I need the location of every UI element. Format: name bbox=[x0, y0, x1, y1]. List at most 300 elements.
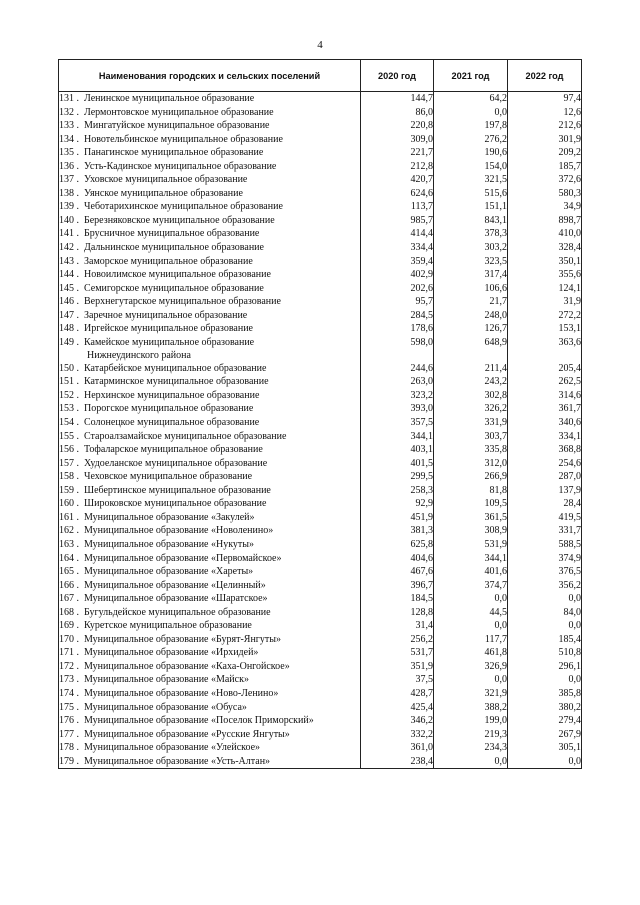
row-index: 178 . bbox=[59, 742, 79, 754]
row-index: 162 . bbox=[59, 525, 79, 537]
settlement-name: Березняковское муниципальное образование bbox=[84, 214, 275, 226]
value-2020-cell: 357,5 bbox=[361, 416, 434, 430]
value-2021-cell: 154,0 bbox=[434, 160, 508, 174]
settlement-name-cell bbox=[59, 362, 361, 376]
value-2021-cell: 211,4 bbox=[434, 362, 508, 376]
value-2021-cell: 151,1 bbox=[434, 200, 508, 214]
value-2022-cell: 254,6 bbox=[508, 457, 582, 471]
settlement-name-cell bbox=[59, 552, 361, 566]
table-row bbox=[59, 701, 582, 715]
settlement-name: Худоеланское муниципальное образование bbox=[84, 457, 268, 469]
settlement-name: Муниципальное образование «Русские Янгуты» bbox=[84, 728, 290, 740]
settlement-name: Дальнинское муниципальное образование bbox=[84, 242, 264, 254]
settlement-name-cell bbox=[59, 146, 361, 160]
row-index: 153 . bbox=[59, 403, 79, 415]
value-2021-cell: 388,2 bbox=[434, 701, 508, 715]
settlement-name-cell bbox=[59, 579, 361, 593]
row-index: 173 . bbox=[59, 674, 79, 686]
value-2022-cell: 209,2 bbox=[508, 146, 582, 160]
settlement-name: Муниципальное образование «Нукуты» bbox=[84, 538, 255, 550]
row-index: 161 . bbox=[59, 511, 79, 523]
value-2021-cell: 461,8 bbox=[434, 646, 508, 660]
value-2020-cell: 598,0 bbox=[361, 336, 434, 362]
value-2022-cell: 84,0 bbox=[508, 606, 582, 620]
settlement-name-cell bbox=[59, 241, 361, 255]
row-index: 141 . bbox=[59, 228, 79, 240]
value-2020-cell: 985,7 bbox=[361, 214, 434, 228]
settlement-name-cell bbox=[59, 322, 361, 336]
table-row bbox=[59, 606, 582, 620]
value-2020-cell: 113,7 bbox=[361, 200, 434, 214]
settlement-name: Муниципальное образование «Улейское» bbox=[84, 742, 261, 754]
value-2022-cell: 301,9 bbox=[508, 133, 582, 147]
table-header-row bbox=[59, 60, 582, 92]
value-2022-cell: 212,6 bbox=[508, 119, 582, 133]
settlement-name: Муниципальное образование «Усть-Алтан» bbox=[84, 755, 271, 767]
table-row bbox=[59, 295, 582, 309]
settlement-name-cell bbox=[59, 741, 361, 755]
value-2020-cell: 212,8 bbox=[361, 160, 434, 174]
value-2022-cell: 374,9 bbox=[508, 552, 582, 566]
table-row bbox=[59, 687, 582, 701]
header-year-2020: 2020 год bbox=[361, 60, 434, 92]
row-index: 142 . bbox=[59, 242, 79, 254]
value-2020-cell: 346,2 bbox=[361, 714, 434, 728]
value-2020-cell: 359,4 bbox=[361, 255, 434, 269]
value-2020-cell: 128,8 bbox=[361, 606, 434, 620]
row-index: 164 . bbox=[59, 552, 79, 564]
settlement-name: Широковское муниципальное образование bbox=[84, 498, 267, 510]
row-index: 177 . bbox=[59, 728, 79, 740]
settlement-name-cell bbox=[59, 173, 361, 187]
settlement-name-cell bbox=[59, 227, 361, 241]
settlement-name: Тофаларское муниципальное образование bbox=[84, 444, 263, 456]
budget-table bbox=[58, 59, 582, 769]
table-row bbox=[59, 214, 582, 228]
value-2020-cell: 184,5 bbox=[361, 592, 434, 606]
row-index: 157 . bbox=[59, 457, 79, 469]
row-index: 149 . bbox=[59, 336, 79, 348]
value-2021-cell: 190,6 bbox=[434, 146, 508, 160]
row-index: 179 . bbox=[59, 755, 79, 767]
table-row bbox=[59, 375, 582, 389]
row-index: 139 . bbox=[59, 201, 79, 213]
table-row bbox=[59, 268, 582, 282]
settlement-name-cell bbox=[59, 443, 361, 457]
value-2021-cell: 344,1 bbox=[434, 552, 508, 566]
value-2022-cell: 328,4 bbox=[508, 241, 582, 255]
table-row bbox=[59, 322, 582, 336]
row-index: 134 . bbox=[59, 133, 79, 145]
table-row bbox=[59, 336, 582, 362]
settlement-name: Муниципальное образование «Первомайское» bbox=[84, 552, 282, 564]
settlement-name-cell bbox=[59, 133, 361, 147]
value-2020-cell: 420,7 bbox=[361, 173, 434, 187]
value-2020-cell: 531,7 bbox=[361, 646, 434, 660]
value-2022-cell: 0,0 bbox=[508, 755, 582, 769]
settlement-name-cell bbox=[59, 336, 361, 362]
table-row bbox=[59, 430, 582, 444]
value-2021-cell: 312,0 bbox=[434, 457, 508, 471]
settlement-name: Муниципальное образование «Новоленино» bbox=[84, 525, 274, 537]
row-index: 131 . bbox=[59, 93, 79, 104]
value-2021-cell: 44,5 bbox=[434, 606, 508, 620]
settlement-name-cell bbox=[59, 375, 361, 389]
settlement-name-cell bbox=[59, 255, 361, 269]
table-row bbox=[59, 755, 582, 769]
value-2022-cell: 368,8 bbox=[508, 443, 582, 457]
settlement-name-cell bbox=[59, 619, 361, 633]
value-2022-cell: 272,2 bbox=[508, 309, 582, 323]
value-2020-cell: 625,8 bbox=[361, 538, 434, 552]
value-2022-cell: 28,4 bbox=[508, 497, 582, 511]
settlement-name-cell bbox=[59, 106, 361, 120]
table-row bbox=[59, 619, 582, 633]
settlement-name-cell bbox=[59, 295, 361, 309]
value-2020-cell: 263,0 bbox=[361, 375, 434, 389]
value-2021-cell: 308,9 bbox=[434, 524, 508, 538]
table-row bbox=[59, 133, 582, 147]
value-2021-cell: 374,7 bbox=[434, 579, 508, 593]
settlement-name: Катарбейское муниципальное образование bbox=[84, 362, 267, 374]
settlement-name: Муниципальное образование «Обуса» bbox=[84, 701, 247, 713]
value-2022-cell: 380,2 bbox=[508, 701, 582, 715]
value-2020-cell: 428,7 bbox=[361, 687, 434, 701]
settlement-name: Порогское муниципальное образование bbox=[84, 403, 254, 415]
table-row bbox=[59, 241, 582, 255]
table-row bbox=[59, 728, 582, 742]
value-2021-cell: 117,7 bbox=[434, 633, 508, 647]
value-2020-cell: 238,4 bbox=[361, 755, 434, 769]
value-2022-cell: 205,4 bbox=[508, 362, 582, 376]
value-2022-cell: 356,2 bbox=[508, 579, 582, 593]
settlement-name-cell bbox=[59, 714, 361, 728]
value-2020-cell: 258,3 bbox=[361, 484, 434, 498]
value-2021-cell: 0,0 bbox=[434, 673, 508, 687]
settlement-name-cell bbox=[59, 592, 361, 606]
table-body bbox=[59, 92, 582, 769]
settlement-name: Уянское муниципальное образование bbox=[84, 187, 243, 199]
row-index: 144 . bbox=[59, 269, 79, 281]
value-2021-cell: 219,3 bbox=[434, 728, 508, 742]
settlement-name: Муниципальное образование «Майск» bbox=[84, 674, 249, 686]
table-row bbox=[59, 457, 582, 471]
value-2021-cell: 303,2 bbox=[434, 241, 508, 255]
table-row bbox=[59, 565, 582, 579]
value-2021-cell: 234,3 bbox=[434, 741, 508, 755]
value-2021-cell: 0,0 bbox=[434, 592, 508, 606]
settlement-name-cell bbox=[59, 457, 361, 471]
table-row bbox=[59, 660, 582, 674]
table-row bbox=[59, 443, 582, 457]
value-2022-cell: 340,6 bbox=[508, 416, 582, 430]
value-2021-cell: 0,0 bbox=[434, 619, 508, 633]
value-2020-cell: 37,5 bbox=[361, 673, 434, 687]
value-2022-cell: 350,1 bbox=[508, 255, 582, 269]
table-row bbox=[59, 538, 582, 552]
value-2021-cell: 378,3 bbox=[434, 227, 508, 241]
row-index: 145 . bbox=[59, 282, 79, 294]
value-2021-cell: 21,7 bbox=[434, 295, 508, 309]
value-2021-cell: 126,7 bbox=[434, 322, 508, 336]
value-2021-cell: 326,9 bbox=[434, 660, 508, 674]
value-2020-cell: 425,4 bbox=[361, 701, 434, 715]
settlement-name: Семигорское муниципальное образование bbox=[84, 282, 264, 294]
row-index: 175 . bbox=[59, 701, 79, 713]
value-2021-cell: 248,0 bbox=[434, 309, 508, 323]
value-2022-cell: 97,4 bbox=[508, 92, 582, 106]
table-row bbox=[59, 484, 582, 498]
settlement-name: Муниципальное образование «Бурят-Янгуты» bbox=[84, 633, 281, 645]
row-index: 133 . bbox=[59, 120, 79, 132]
value-2022-cell: 361,7 bbox=[508, 402, 582, 416]
row-index: 146 . bbox=[59, 296, 79, 308]
table-row bbox=[59, 200, 582, 214]
value-2022-cell: 588,5 bbox=[508, 538, 582, 552]
row-index: 132 . bbox=[59, 106, 79, 118]
value-2020-cell: 414,4 bbox=[361, 227, 434, 241]
row-index: 137 . bbox=[59, 174, 79, 186]
row-index: 135 . bbox=[59, 147, 79, 159]
settlement-name-cell bbox=[59, 633, 361, 647]
row-index: 158 . bbox=[59, 471, 79, 483]
value-2021-cell: 276,2 bbox=[434, 133, 508, 147]
settlement-name: Уховское муниципальное образование bbox=[84, 174, 248, 186]
settlement-name: Муниципальное образование «Хареты» bbox=[84, 566, 254, 578]
row-index: 174 . bbox=[59, 687, 79, 699]
row-index: 143 . bbox=[59, 255, 79, 267]
settlement-name: Ленинское муниципальное образование bbox=[84, 93, 255, 104]
value-2022-cell: 279,4 bbox=[508, 714, 582, 728]
table-row bbox=[59, 187, 582, 201]
value-2021-cell: 302,8 bbox=[434, 389, 508, 403]
value-2020-cell: 202,6 bbox=[361, 282, 434, 296]
row-index: 147 . bbox=[59, 309, 79, 321]
settlement-name-line2: Нижнеудинского района bbox=[87, 349, 191, 361]
value-2022-cell: 287,0 bbox=[508, 470, 582, 484]
value-2022-cell: 355,6 bbox=[508, 268, 582, 282]
settlement-name: Муниципальное образование «Поселок Приморский» bbox=[84, 715, 314, 727]
value-2022-cell: 419,5 bbox=[508, 511, 582, 525]
row-index: 140 . bbox=[59, 214, 79, 226]
row-index: 154 . bbox=[59, 417, 79, 429]
settlement-name: Верхнегутарское муниципальное образование bbox=[84, 296, 281, 308]
settlement-name-cell bbox=[59, 416, 361, 430]
table-row bbox=[59, 552, 582, 566]
value-2021-cell: 64,2 bbox=[434, 92, 508, 106]
value-2020-cell: 381,3 bbox=[361, 524, 434, 538]
value-2021-cell: 81,8 bbox=[434, 484, 508, 498]
settlement-name: Брусничное муниципальное образование bbox=[84, 228, 260, 240]
value-2020-cell: 404,6 bbox=[361, 552, 434, 566]
settlement-name: Лермонтовское муниципальное образование bbox=[84, 106, 274, 118]
row-index: 138 . bbox=[59, 187, 79, 199]
value-2020-cell: 86,0 bbox=[361, 106, 434, 120]
settlement-name-cell bbox=[59, 119, 361, 133]
table-row bbox=[59, 741, 582, 755]
settlement-name: Новотельбинское муниципальное образование bbox=[84, 133, 283, 145]
value-2020-cell: 393,0 bbox=[361, 402, 434, 416]
row-index: 159 . bbox=[59, 484, 79, 496]
table-row bbox=[59, 714, 582, 728]
table-row bbox=[59, 160, 582, 174]
value-2021-cell: 323,5 bbox=[434, 255, 508, 269]
table-row bbox=[59, 633, 582, 647]
settlement-name: Муниципальное образование «Ирхидей» bbox=[84, 647, 259, 659]
value-2021-cell: 648,9 bbox=[434, 336, 508, 362]
settlement-name-cell bbox=[59, 309, 361, 323]
value-2020-cell: 332,2 bbox=[361, 728, 434, 742]
settlement-name-cell bbox=[59, 282, 361, 296]
table-row bbox=[59, 402, 582, 416]
value-2022-cell: 580,3 bbox=[508, 187, 582, 201]
row-index: 167 . bbox=[59, 593, 79, 605]
value-2020-cell: 323,2 bbox=[361, 389, 434, 403]
settlement-name-cell bbox=[59, 660, 361, 674]
settlement-name: Муниципальное образование «Ново-Ленино» bbox=[84, 687, 279, 699]
value-2020-cell: 402,9 bbox=[361, 268, 434, 282]
value-2022-cell: 334,1 bbox=[508, 430, 582, 444]
table-row bbox=[59, 119, 582, 133]
settlement-name: Муниципальное образование «Целинный» bbox=[84, 579, 266, 591]
row-index: 152 . bbox=[59, 389, 79, 401]
row-index: 150 . bbox=[59, 362, 79, 374]
value-2022-cell: 510,8 bbox=[508, 646, 582, 660]
row-index: 171 . bbox=[59, 647, 79, 659]
settlement-name: Катарминское муниципальное образование bbox=[84, 376, 269, 388]
value-2022-cell: 31,9 bbox=[508, 295, 582, 309]
value-2022-cell: 296,1 bbox=[508, 660, 582, 674]
value-2020-cell: 467,6 bbox=[361, 565, 434, 579]
row-index: 151 . bbox=[59, 376, 79, 388]
value-2022-cell: 410,0 bbox=[508, 227, 582, 241]
settlement-name-cell bbox=[59, 511, 361, 525]
settlement-name: Заречное муниципальное образование bbox=[84, 309, 248, 321]
value-2022-cell: 314,6 bbox=[508, 389, 582, 403]
value-2022-cell: 153,1 bbox=[508, 322, 582, 336]
value-2022-cell: 0,0 bbox=[508, 619, 582, 633]
settlement-name-cell bbox=[59, 497, 361, 511]
row-index: 170 . bbox=[59, 633, 79, 645]
settlement-name-cell bbox=[59, 606, 361, 620]
settlement-name: Мингатуйское муниципальное образование bbox=[84, 120, 270, 132]
settlement-name-cell bbox=[59, 524, 361, 538]
value-2021-cell: 106,6 bbox=[434, 282, 508, 296]
value-2020-cell: 92,9 bbox=[361, 497, 434, 511]
settlement-name-cell bbox=[59, 755, 361, 769]
value-2021-cell: 326,2 bbox=[434, 402, 508, 416]
row-index: 163 . bbox=[59, 538, 79, 550]
table-row bbox=[59, 389, 582, 403]
settlement-name-cell bbox=[59, 160, 361, 174]
value-2020-cell: 144,7 bbox=[361, 92, 434, 106]
settlement-name-cell bbox=[59, 701, 361, 715]
settlement-name-cell bbox=[59, 200, 361, 214]
settlement-name: Панагинское муниципальное образование bbox=[84, 147, 264, 159]
settlement-name-cell bbox=[59, 470, 361, 484]
settlement-name-cell bbox=[59, 92, 361, 106]
value-2022-cell: 363,6 bbox=[508, 336, 582, 362]
settlement-name: Муниципальное образование «Каха-Онгойское» bbox=[84, 660, 290, 672]
value-2021-cell: 303,7 bbox=[434, 430, 508, 444]
value-2020-cell: 451,9 bbox=[361, 511, 434, 525]
value-2020-cell: 178,6 bbox=[361, 322, 434, 336]
row-index: 165 . bbox=[59, 566, 79, 578]
value-2020-cell: 221,7 bbox=[361, 146, 434, 160]
row-index: 136 . bbox=[59, 160, 79, 172]
settlement-name-cell bbox=[59, 646, 361, 660]
settlement-name: Муниципальное образование «Шаратское» bbox=[84, 593, 268, 605]
value-2020-cell: 344,1 bbox=[361, 430, 434, 444]
settlement-name: Нерхинское муниципальное образование bbox=[84, 389, 260, 401]
value-2021-cell: 266,9 bbox=[434, 470, 508, 484]
value-2022-cell: 0,0 bbox=[508, 673, 582, 687]
table-row bbox=[59, 646, 582, 660]
settlement-name-cell bbox=[59, 402, 361, 416]
value-2021-cell: 321,9 bbox=[434, 687, 508, 701]
settlement-name-cell bbox=[59, 484, 361, 498]
settlement-name: Усть-Кадинское муниципальное образование bbox=[84, 160, 277, 172]
settlement-name-cell bbox=[59, 214, 361, 228]
table-row bbox=[59, 416, 582, 430]
header-year-2022: 2022 год bbox=[508, 60, 582, 92]
value-2022-cell: 385,8 bbox=[508, 687, 582, 701]
settlement-name: Камейское муниципальное образование bbox=[84, 336, 255, 348]
table-row bbox=[59, 511, 582, 525]
table-row bbox=[59, 497, 582, 511]
value-2020-cell: 256,2 bbox=[361, 633, 434, 647]
table-row bbox=[59, 106, 582, 120]
value-2020-cell: 624,6 bbox=[361, 187, 434, 201]
table-row bbox=[59, 309, 582, 323]
value-2020-cell: 361,0 bbox=[361, 741, 434, 755]
value-2021-cell: 401,6 bbox=[434, 565, 508, 579]
value-2021-cell: 335,8 bbox=[434, 443, 508, 457]
table-row bbox=[59, 673, 582, 687]
value-2020-cell: 95,7 bbox=[361, 295, 434, 309]
value-2020-cell: 334,4 bbox=[361, 241, 434, 255]
value-2022-cell: 137,9 bbox=[508, 484, 582, 498]
settlement-name: Чеховское муниципальное образование bbox=[84, 471, 253, 483]
header-year-2021: 2021 год bbox=[434, 60, 508, 92]
settlement-name-cell bbox=[59, 565, 361, 579]
value-2021-cell: 331,9 bbox=[434, 416, 508, 430]
settlement-name: Новоилимское муниципальное образование bbox=[84, 269, 271, 281]
table-row bbox=[59, 592, 582, 606]
settlement-name-cell bbox=[59, 673, 361, 687]
table-row bbox=[59, 92, 582, 106]
settlement-name-cell bbox=[59, 538, 361, 552]
value-2021-cell: 843,1 bbox=[434, 214, 508, 228]
table-row bbox=[59, 579, 582, 593]
page-number: 4 bbox=[317, 39, 323, 51]
value-2020-cell: 299,5 bbox=[361, 470, 434, 484]
row-index: 168 . bbox=[59, 606, 79, 618]
value-2020-cell: 31,4 bbox=[361, 619, 434, 633]
value-2022-cell: 34,9 bbox=[508, 200, 582, 214]
settlement-name-cell bbox=[59, 268, 361, 282]
value-2021-cell: 197,8 bbox=[434, 119, 508, 133]
value-2021-cell: 317,4 bbox=[434, 268, 508, 282]
value-2022-cell: 898,7 bbox=[508, 214, 582, 228]
table-row bbox=[59, 362, 582, 376]
value-2021-cell: 243,2 bbox=[434, 375, 508, 389]
settlement-name: Чеботарихинское муниципальное образование bbox=[84, 201, 283, 213]
settlement-name-cell bbox=[59, 687, 361, 701]
value-2022-cell: 372,6 bbox=[508, 173, 582, 187]
row-index: 156 . bbox=[59, 444, 79, 456]
value-2022-cell: 376,5 bbox=[508, 565, 582, 579]
